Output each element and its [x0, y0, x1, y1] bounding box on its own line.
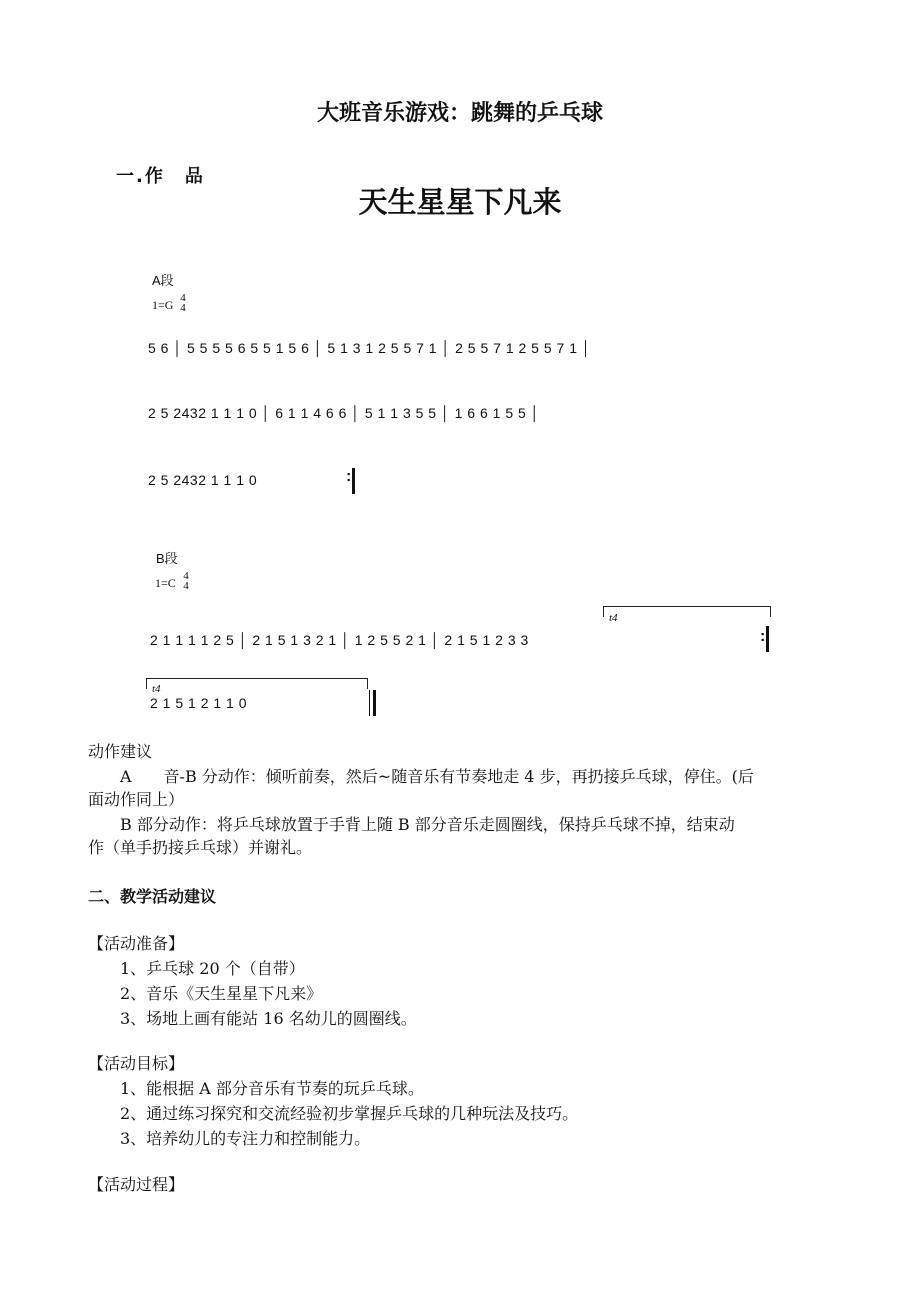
part-a-final-barline — [352, 468, 355, 494]
prep-item-3: 3、场地上画有能站 16 名幼儿的圆圈线。 — [120, 1009, 417, 1028]
song-title: 天生星星下凡来 — [358, 185, 562, 219]
volta-label-2: t4 — [152, 683, 161, 695]
volta-bracket-1 — [603, 606, 771, 617]
part-a-line-2: 2 5 2432 1 1 1 0 │ 6 1 1 4 6 6 │ 5 1 1 3 5 5 │ 1 6 6 1 5 5 │ — [148, 405, 540, 421]
part-a-key: 1=G — [152, 298, 174, 312]
part-b-line-1-end-barline — [766, 626, 769, 652]
volta-bracket-2 — [146, 678, 368, 689]
time-sig-top: 4 — [180, 292, 186, 304]
time-sig-top: 4 — [183, 570, 189, 582]
suggestion-b-cont: 作（单手扔接乒乓球）并谢礼。 — [88, 838, 313, 857]
part-b-end-thin-barline — [369, 690, 370, 716]
process-heading: 【活动过程】 — [88, 1175, 185, 1194]
suggestions-heading: 动作建议 — [88, 742, 153, 761]
part-b-line-1: 2 1 1 1 1 2 5 │ 2 1 5 1 3 2 1 │ 1 2 5 5 2 1 │ 2 1 5 1 2 3 3 — [150, 632, 529, 648]
section-1-label: 一.作 品 — [116, 166, 205, 187]
prep-item-1: 1、乒乓球 20 个（自带） — [120, 959, 305, 978]
part-a-label: A段 — [152, 273, 174, 288]
volta-label-1: t4 — [609, 612, 618, 624]
section-2-label: 二、教学活动建议 — [88, 887, 217, 906]
prep-heading: 【活动准备】 — [88, 934, 185, 953]
part-b-key: 1=C — [155, 576, 176, 590]
repeat-dots: : — [760, 628, 766, 645]
suggestion-b: B 部分动作：将乒乓球放置于手背上随 B 部分音乐走圆圈线，保持乒乓球不掉，结束动 — [120, 815, 735, 834]
part-b-time-signature — [181, 571, 191, 591]
part-a-line-3: 2 5 2432 1 1 1 0 — [148, 472, 258, 488]
goal-item-1: 1、能根据 A 部分音乐有节奏的玩乒乓球。 — [120, 1079, 424, 1098]
part-a-line-1: 5 6 │ 5 5 5 5 6 5 5 1 5 6 │ 5 1 3 1 2 5 5 7 1 │ 2 5 5 7 1 2 5 5 7 1 │ — [148, 340, 592, 356]
document-title: 大班音乐游戏：跳舞的乒乓球 — [316, 101, 603, 126]
part-b-line-2: 2 1 5 1 2 1 1 0 — [150, 695, 248, 711]
suggestion-a: A 音-B 分动作：倾听前奏，然后~随音乐有节奏地走 4 步，再扔接乒乓球，停住。(后 — [120, 767, 754, 786]
part-b-final-barline — [373, 690, 376, 716]
goal-item-2: 2、通过练习探究和交流经验初步掌握乒乓球的几种玩法及技巧。 — [120, 1104, 579, 1123]
time-sig-bottom: 4 — [183, 580, 189, 592]
time-sig-bottom: 4 — [180, 302, 186, 314]
part-b-label: B段 — [156, 551, 178, 566]
goal-item-3: 3、培养幼儿的专注力和控制能力。 — [120, 1129, 371, 1148]
repeat-dots: : — [346, 468, 352, 485]
goals-heading: 【活动目标】 — [88, 1054, 185, 1073]
suggestion-a-cont: 面动作同上） — [88, 790, 185, 809]
prep-item-2: 2、音乐《天生星星下凡来》 — [120, 984, 323, 1003]
part-a-time-signature — [178, 293, 188, 313]
